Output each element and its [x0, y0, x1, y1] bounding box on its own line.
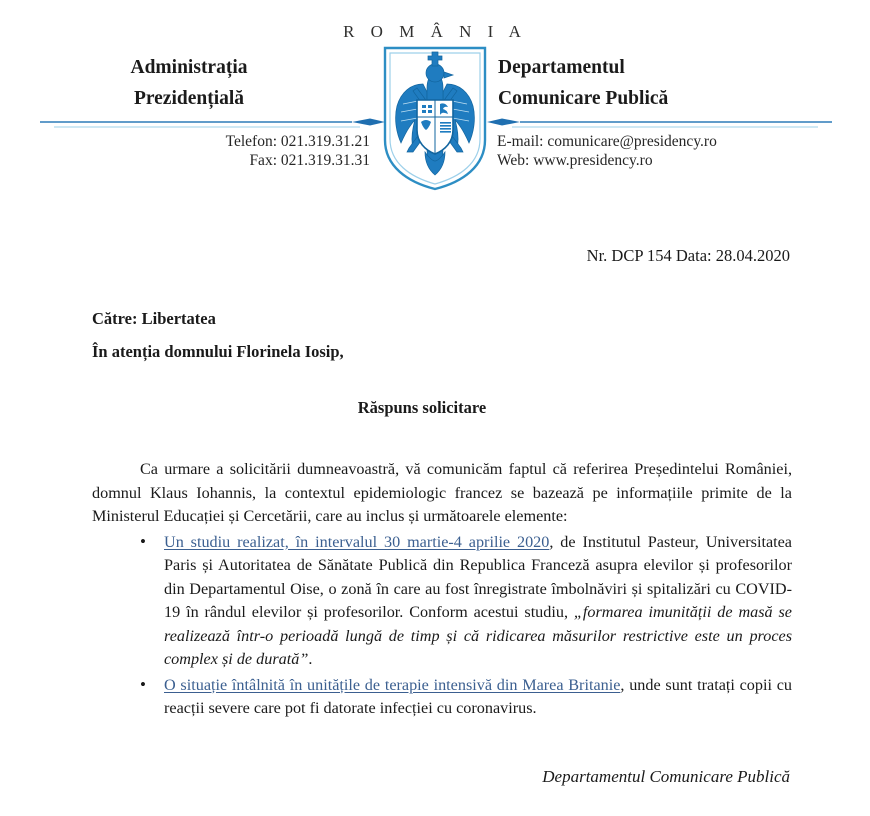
list-item [140, 531, 792, 672]
letterhead [0, 0, 870, 200]
intro-paragraph: Ca urmare a solicitării dumneavoastră, vă comunicăm faptul că referirea Președintelui României, domnul Klaus Iohannis, la contextul epidemiologic francez se bazează pe informațiile primite de la Ministerul Educației și Cercetării, care au inclus și următoarele elemente: [92, 460, 792, 525]
document-subject: Răspuns solicitare [357, 398, 487, 417]
registration-number: Nr. DCP 154 Data: 28.04.2020 [586, 246, 790, 265]
list-item [140, 674, 792, 721]
contact-phone-block [0, 132, 380, 170]
addressee-block [92, 302, 792, 368]
fax-line: Fax: 021.319.31.31 [249, 152, 370, 169]
bullet-text-after-quote: . [308, 650, 313, 668]
study-link[interactable]: Un studiu realizat, în intervalul 30 martie-4 aprilie 2020 [164, 532, 550, 551]
organization-right [492, 52, 870, 114]
contact-web-block [497, 132, 867, 170]
organization-left [0, 52, 378, 114]
organization-left-line1: Administrația [130, 57, 248, 78]
coat-of-arms-icon [379, 44, 491, 192]
bullet-list [92, 531, 792, 721]
website-line: Web: www.presidency.ro [497, 152, 653, 169]
uk-situation-link[interactable]: O situație întâlnită în unitățile de terapie intensivă din Marea Britanie [164, 675, 621, 694]
bullet-quote: „formarea imunității de masă se realizează într-o perioadă lungă de timp și că ridicarea măsurilor restrictive este un proces complex și de durată” [164, 603, 792, 668]
divider-left [40, 118, 385, 132]
organization-left-line2: Prezidențială [133, 88, 245, 109]
organization-right-line2: Comunicare Publică [498, 88, 669, 109]
telephone-line: Telefon: 021.319.31.21 [225, 133, 370, 150]
bullet-text-before-quote: , unde sunt tratați copii cu reacții severe care pot fi datorate infecției cu coronavirus. [164, 675, 792, 717]
document-body [0, 246, 870, 787]
addressee-attention: În atenția domnului Florinela Iosip, [92, 342, 344, 361]
email-line: E-mail: comunicare@presidency.ro [497, 133, 717, 150]
addressee-recipient: Către: Libertatea [92, 309, 216, 328]
divider-right [487, 118, 832, 132]
bullet-text-before-quote: , de Institutul Pasteur, Universitatea Paris și Autoritatea de Sănătate Publică din Republica Franceză asupra elevilor și profesorilor din Departamentul Oise, o zonă în care au fost înregistrate îmbolnăviri și spitalizări cu COVID-19 în rândul elevilor și profesorilor. Conform acestui studiu, [164, 532, 792, 621]
signature-department: Departamentul Comunicare Publică [542, 766, 790, 786]
organization-right-line1: Departamentul [498, 57, 625, 78]
country-name: R O M Â N I A [343, 22, 527, 41]
